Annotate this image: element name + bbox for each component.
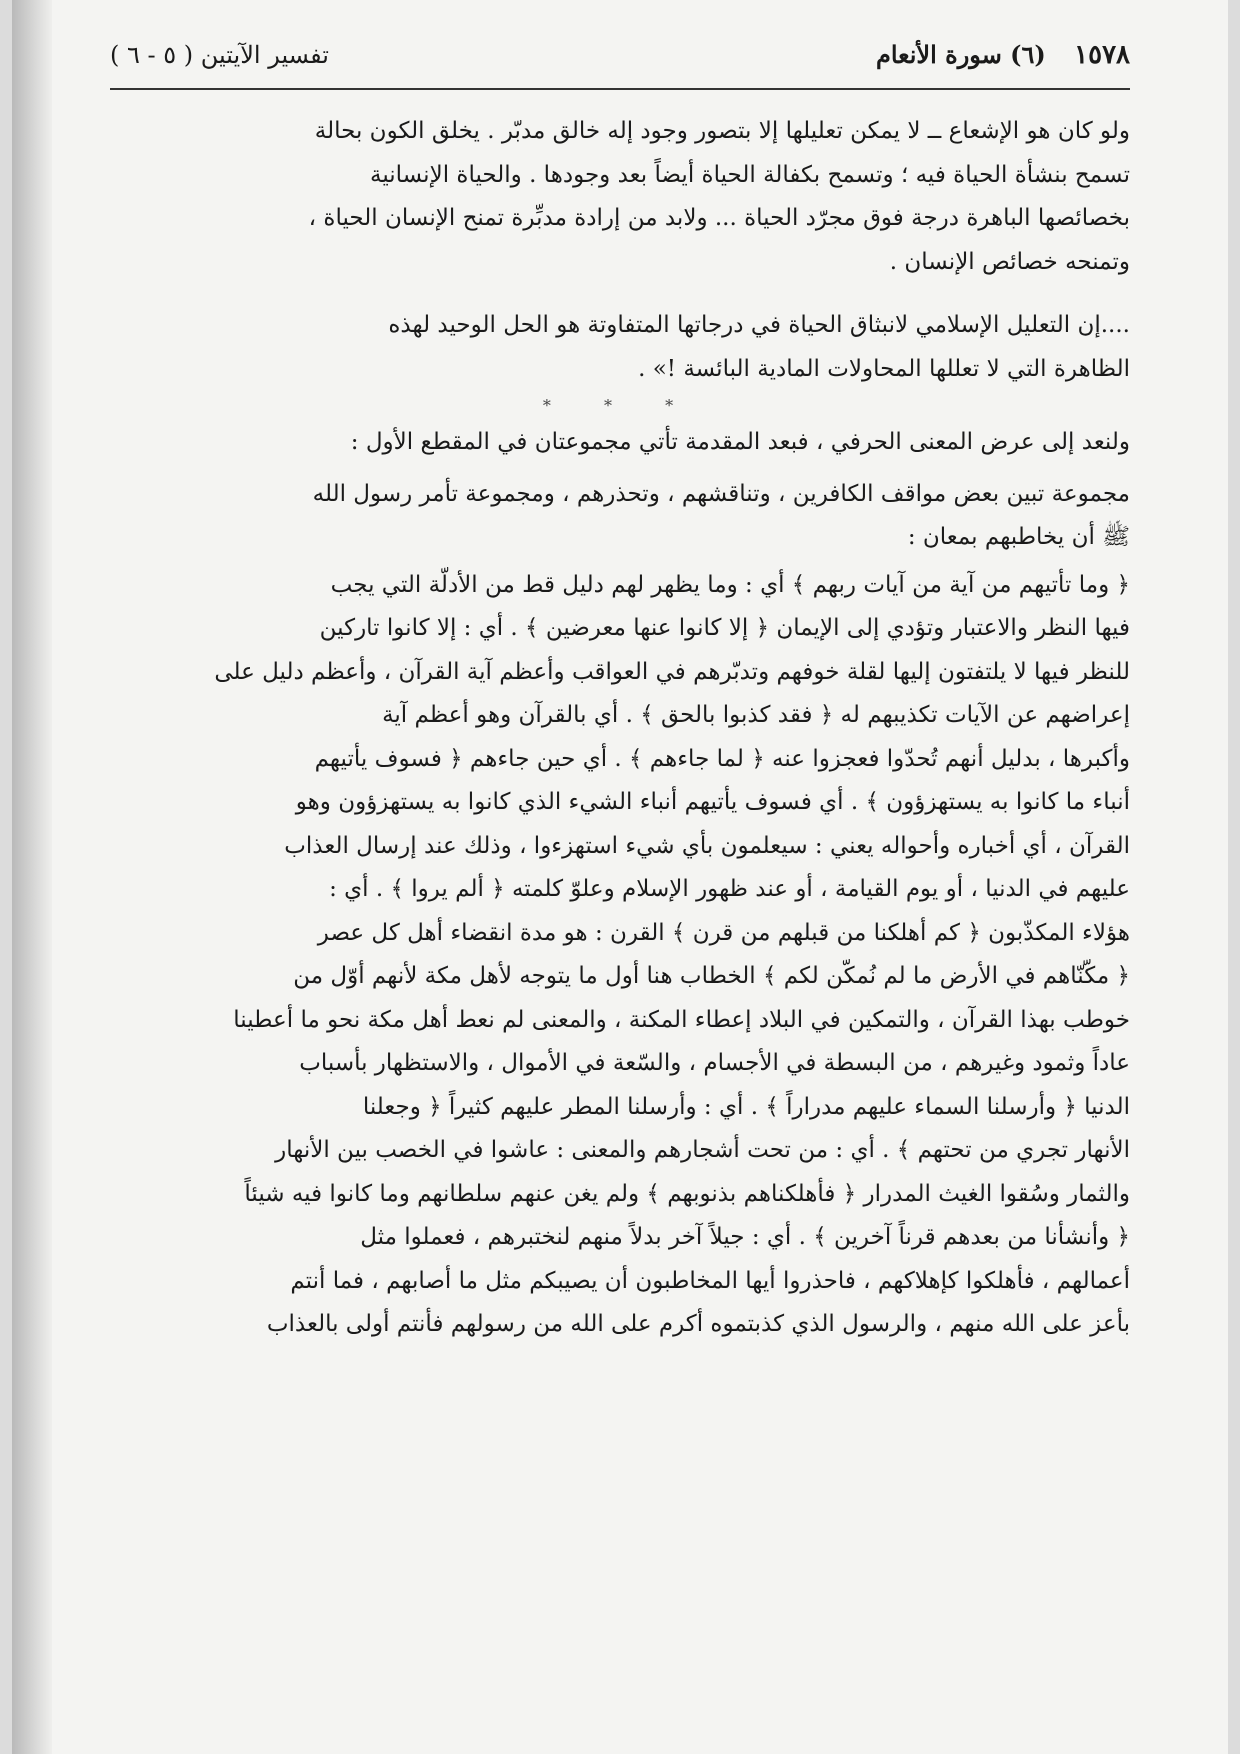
text-line: فيها النظر والاعتبار وتؤدي إلى الإيمان ﴿ إلا كانوا عنها معرضين ﴾ . أي : إلا كانوا تاركين <box>319 615 1130 641</box>
quote-paragraph-1 <box>110 110 1130 284</box>
text-line: أنباء ما كانوا به يستهزؤون ﴾ . أي فسوف يأتيهم أنباء الشيء الذي كانوا به يستهزؤون وهو <box>295 789 1130 815</box>
header-page-surah <box>876 40 1130 70</box>
text-line: الظاهرة التي لا تعللها المحاولات المادية البائسة !» . <box>638 355 1130 382</box>
section-divider: * * * <box>542 396 698 415</box>
text-line: ولو كان هو الإشعاع ــ لا يمكن تعليلها إلا بتصور وجود إله خالق مدبّر . يخلق الكون بحالة <box>314 118 1130 144</box>
text-line: وأكبرها ، بدليل أنهم تُحدّوا فعجزوا عنه ﴿ لما جاءهم ﴾ . أي حين جاءهم ﴿ فسوف يأتيهم <box>314 745 1130 772</box>
page-number: ١٥٧٨ <box>1074 40 1130 70</box>
text-line: ﴿ وأنشأنا من بعدهم قرناً آخرين ﴾ . أي : جيلاً آخر بدلاً منهم لنختبرهم ، فعملوا مثل <box>360 1224 1130 1250</box>
text-line: ولنعد إلى عرض المعنى الحرفي ، فبعد المقدمة تأتي مجموعتان في المقطع الأول : <box>350 429 1130 455</box>
text-line: ﷺ أن يخاطبهم بمعان : <box>907 524 1130 550</box>
text-line: عاداً وثمود وغيرهم ، من البسطة في الأجسام ، والسّعة في الأموال ، والاستظهار بأسباب <box>299 1050 1130 1076</box>
text-line: الأنهار تجري من تحتهم ﴾ . أي : من تحت أشجارهم والمعنى : عاشوا في الخصب بين الأنهار <box>275 1137 1130 1163</box>
text-line: للنظر فيها لا يلتفتون إليها لقلة خوفهم وتدبّرهم في العواقب وأعظم آية القرآن ، وأعظم دليل على <box>214 658 1130 685</box>
page-spine-shadow <box>12 0 52 1754</box>
text-line: عليهم في الدنيا ، أو يوم القيامة ، أو عند ظهور الإسلام وعلوّ كلمته ﴿ ألم يروا ﴾ . أي : <box>329 876 1130 902</box>
section-title: تفسير الآيتين ( ٥ - ٦ ) <box>110 41 329 69</box>
tafsir-paragraph <box>110 564 1130 1347</box>
text-line: والثمار وسُقوا الغيث المدرار ﴿ فأهلكناهم بذنوبهم ﴾ ولم يغن عنهم سلطانهم وما كانوا فيه شيئاً <box>244 1180 1130 1207</box>
groups-paragraph <box>110 473 1130 560</box>
text-line: أعمالهم ، فأهلكوا كإهلاكهم ، فاحذروا أيها المخاطبون أن يصيبكم مثل ما أصابهم ، فما أنتم <box>290 1267 1130 1294</box>
text-line: تسمح بنشأة الحياة فيه ؛ وتسمح بكفالة الحياة أيضاً بعد وجودها . والحياة الإنسانية <box>369 161 1130 188</box>
surah-title: (٦) سورة الأنعام <box>876 40 1046 69</box>
quote-paragraph-2 <box>110 304 1130 391</box>
text-line: خوطب بهذا القرآن ، والتمكين في البلاد إعطاء المكنة ، والمعنى لم نعط أهل مكة نحو ما أعطينا <box>233 1006 1130 1033</box>
text-line: بخصائصها الباهرة درجة فوق مجرّد الحياة ... ولابد من إرادة مدبِّرة تمنح الإنسان الحياة ، <box>308 205 1130 231</box>
running-header <box>110 40 1130 90</box>
text-line: القرآن ، أي أخباره وأحواله يعني : سيعلمون بأي شيء استهزءوا ، وذلك عند إرسال العذاب <box>284 832 1130 859</box>
text-line: بأعز على الله منهم ، والرسول الذي كذبتموه أكرم على الله من رسولهم فأنتم أولى بالعذاب <box>266 1311 1130 1337</box>
text-line: ....إن التعليل الإسلامي لانبثاق الحياة في درجاتها المتفاوتة هو الحل الوحيد لهذه <box>388 312 1130 338</box>
intro-paragraph <box>110 421 1130 465</box>
text-line: مجموعة تبين بعض مواقف الكافرين ، وتناقشهم ، وتحذرهم ، ومجموعة تأمر رسول الله <box>312 480 1130 507</box>
text-line: الدنيا ﴿ وأرسلنا السماء عليهم مدراراً ﴾ . أي : وأرسلنا المطر عليهم كثيراً ﴿ وجعلنا <box>362 1093 1130 1120</box>
text-line: هؤلاء المكذّبون ﴿ كم أهلكنا من قبلهم من قرن ﴾ القرن : هو مدة انقضاء أهل كل عصر <box>317 919 1130 946</box>
text-line: وتمنحه خصائص الإنسان . <box>889 248 1130 275</box>
text-line: إعراضهم عن الآيات تكذيبهم له ﴿ فقد كذبوا بالحق ﴾ . أي بالقرآن وهو أعظم آية <box>382 702 1130 728</box>
text-line: ﴿ مكّنّاهم في الأرض ما لم نُمكّن لكم ﴾ الخطاب هنا أول ما يتوجه لأهل مكة لأنهم أوّل من <box>293 963 1130 989</box>
page-content <box>110 40 1130 1347</box>
text-line: ﴿ وما تأتيهم من آية من آيات ربهم ﴾ أي : وما يظهر لهم دليل قط من الأدلّة التي يجب <box>330 571 1130 598</box>
